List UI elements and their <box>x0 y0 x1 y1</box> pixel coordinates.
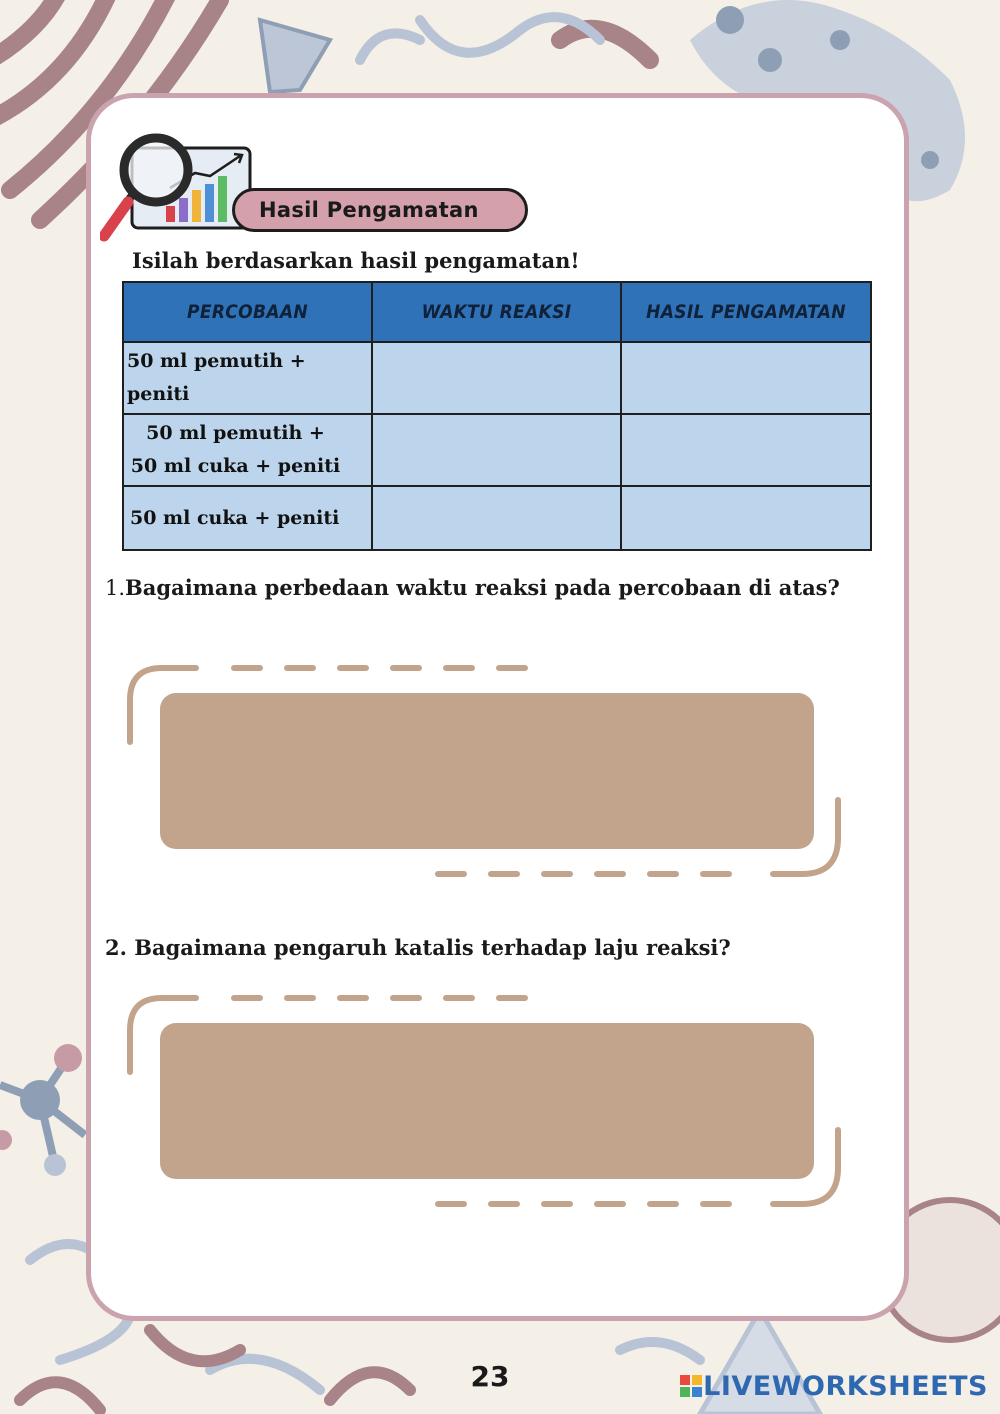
instruction-text: Isilah berdasarkan hasil pengamatan! <box>132 248 580 273</box>
column-header: PERCOBAAN <box>123 282 372 342</box>
reaction-time-cell[interactable] <box>372 486 621 550</box>
question-number: 1. <box>105 576 126 600</box>
answer-box-2[interactable] <box>160 1023 814 1179</box>
reaction-time-cell[interactable] <box>372 414 621 486</box>
question-text: Bagaimana perbedaan waktu reaksi pada percobaan di atas? <box>125 575 840 600</box>
watermark-text: LIVEWORKSHEETS <box>703 1371 988 1402</box>
column-header: WAKTU REAKSI <box>372 282 621 342</box>
experiment-cell: 50 ml cuka + peniti <box>123 486 372 550</box>
table-row <box>123 486 871 550</box>
experiment-cell: 50 ml pemutih + peniti <box>123 342 372 414</box>
answer-box-1[interactable] <box>160 693 814 849</box>
observation-cell[interactable] <box>621 414 871 486</box>
liveworksheets-logo-icon <box>679 1374 703 1398</box>
column-header: HASIL PENGAMATAN <box>621 282 871 342</box>
question-text: Bagaimana pengaruh katalis terhadap laju reaksi? <box>134 935 731 960</box>
question-number: 2. <box>105 935 127 960</box>
page-number: 23 <box>470 1360 510 1393</box>
question-1 <box>105 575 840 600</box>
experiment-cell: 50 ml pemutih + 50 ml cuka + peniti <box>123 414 372 486</box>
watermark <box>679 1371 988 1402</box>
section-title: Hasil Pengamatan <box>232 188 528 232</box>
observation-cell[interactable] <box>621 342 871 414</box>
table-row <box>123 414 871 486</box>
question-2 <box>105 935 731 960</box>
table-header-row <box>123 282 871 342</box>
reaction-time-cell[interactable] <box>372 342 621 414</box>
table-row <box>123 342 871 414</box>
observation-cell[interactable] <box>621 486 871 550</box>
magnifier-chart-icon <box>100 128 260 246</box>
observation-table <box>122 281 872 551</box>
